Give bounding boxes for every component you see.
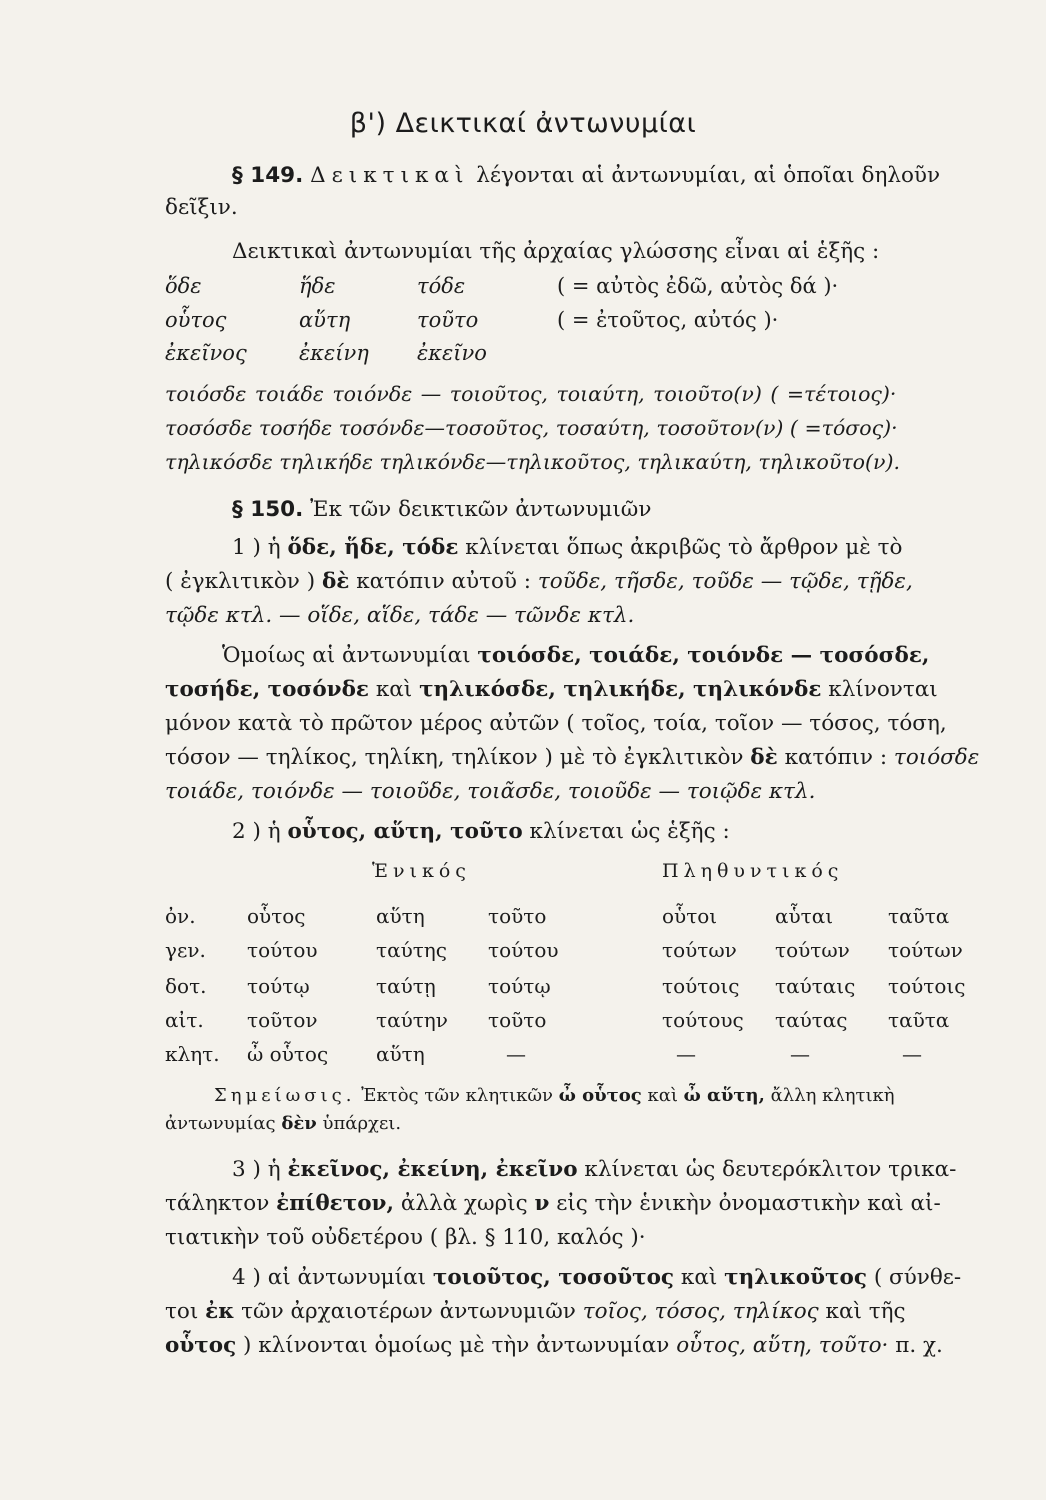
masc: ἐκεῖνος: [165, 341, 247, 365]
bold-term: δὲν: [281, 1113, 317, 1134]
bold-term: ἐκ: [205, 1299, 235, 1324]
case-label: κλητ.: [165, 1042, 220, 1066]
text: κατόπιν :: [784, 745, 888, 770]
plural-header: Πληθυντικός: [662, 860, 844, 882]
text: τῶν ἀρχαιοτέρων ἀντωνυμιῶν: [241, 1299, 576, 1324]
bold-term: ἐκεῖνος, ἐκείνη, ἐκεῖνο: [287, 1157, 578, 1182]
text: κλίνονται: [828, 677, 938, 702]
neut: τόδε: [417, 274, 466, 298]
cell: —: [902, 1042, 922, 1066]
text: καὶ τῆς: [825, 1299, 906, 1324]
text: ἀλλὰ χωρὶς: [400, 1191, 528, 1216]
cell: τούτων: [775, 938, 850, 962]
text: τόσον — τηλίκος, τηλίκη, τηλίκον ) μὲ τὸ ἐγκλιτικὸν: [165, 745, 744, 770]
cell: τοῦτον: [247, 1008, 318, 1032]
bold-term: οὗτος, αὕτη, τοῦτο: [287, 819, 523, 844]
bold-term: οὗτος: [165, 1333, 237, 1358]
case-label: αἰτ.: [165, 1008, 204, 1032]
paragraph-149-line2: δεῖξιν.: [165, 195, 238, 220]
pronoun-row-3: [165, 341, 1010, 371]
text: 4 ) αἱ ἀντωνυμίαι: [232, 1265, 427, 1290]
text: 1 ) ἡ: [232, 535, 281, 560]
compound-row-2: τοσόσδε τοσήδε τοσόνδε—τοσοῦτος, τοσαύτη, τοσοῦτον(ν) ( =τόσος)·: [165, 416, 898, 440]
text: ἄλλη κλητικὴ: [770, 1085, 895, 1106]
text: τάληκτον: [165, 1191, 270, 1216]
paragraph-150-line1: [232, 494, 1010, 526]
paragraph-150-p2-line1: [222, 640, 1000, 672]
cell: τοῦτο: [488, 904, 547, 928]
italic-form: τοιόσδε: [893, 745, 980, 770]
text: π. χ.: [895, 1333, 943, 1358]
note-line1: [214, 1082, 1010, 1110]
masc: οὗτος: [165, 308, 227, 332]
italic-forms: τοῦδε, τῆσδε, τοῦδε — τῷδε, τῇδε,: [537, 569, 913, 594]
paragraph-item4-line2: [165, 1296, 1010, 1328]
cell: τούτῳ: [247, 974, 310, 998]
cell: τούτῳ: [488, 974, 551, 998]
cell: —: [790, 1042, 810, 1066]
bold-term: τηλικοῦτος: [724, 1265, 867, 1290]
text: κλίνεται ὡς δευτερόκλιτον τρικα-: [584, 1157, 957, 1182]
italic-forms: οὗτος, αὕτη, τοῦτο·: [676, 1333, 889, 1358]
fem: αὕτη: [299, 308, 351, 332]
masc: ὅδε: [165, 274, 202, 298]
section-number-149: § 149.: [232, 163, 304, 188]
cell: ταύτῃ: [376, 974, 436, 998]
compound-row-1: τοιόσδε τοιάδε τοιόνδε — τοιοῦτος, τοιαύτη, τοιοῦτο(ν) ( =τέτοιος)·: [165, 382, 897, 406]
text: ἀντωνυμίας: [165, 1113, 276, 1134]
cell: ταύτην: [376, 1008, 448, 1032]
neut: ἐκεῖνο: [417, 341, 487, 365]
compound-row-3: τηλικόσδε τηλικήδε τηλικόνδε—τηλικοῦτος, τηλικαύτη, τηλικοῦτο(ν).: [165, 450, 900, 474]
bold-term: δὲ: [321, 569, 350, 594]
paragraph-150-p2-line3: μόνον κατὰ τὸ πρῶτον μέρος αὐτῶν ( τοῖος, τοία, τοῖον — τόσος, τόση,: [165, 711, 947, 736]
cell: ταῦτα: [888, 904, 950, 928]
gloss: ( = ἐτοῦτος, αὐτός )·: [557, 308, 779, 332]
cell: ταύτας: [775, 1008, 848, 1032]
text: τοι: [165, 1299, 199, 1324]
text: λέγονται αἱ ἀντωνυμίαι, αἱ ὁποῖαι δηλοῦν: [476, 163, 941, 188]
text: κλίνεται ὡς ἑξῆς :: [529, 819, 730, 844]
italic-forms: τοῖος, τόσος, τηλίκος: [582, 1299, 819, 1324]
paragraph-item3-line1: [232, 1154, 1010, 1186]
paragraph-150-item1-line2: [165, 566, 1010, 598]
bold-term: ὦ αὕτη,: [683, 1085, 765, 1106]
fem: ἐκείνη: [299, 341, 369, 365]
paragraph-150-item1-line3: τῷδε κτλ. — οἵδε, αἵδε, τάδε — τῶνδε κτλ.: [165, 603, 635, 628]
section-heading: β') Δεικτικαί ἀντωνυμίαι: [349, 108, 697, 139]
cell: τούτου: [488, 938, 559, 962]
bold-term: ἐπίθετον,: [276, 1191, 394, 1216]
section-number-150: § 150.: [232, 497, 304, 522]
text: κατόπιν αὐτοῦ :: [356, 569, 532, 594]
paragraph-item4-line3: [165, 1330, 1010, 1362]
cell: ταύτης: [376, 938, 447, 962]
cell: οὗτος: [247, 904, 306, 928]
text: 2 ) ἡ: [232, 819, 281, 844]
bold-term: τοιοῦτος, τοσοῦτος: [432, 1265, 675, 1290]
cell: ταῦτα: [888, 1008, 950, 1032]
cell: αὕτη: [376, 904, 425, 928]
cell: ὦ οὗτος: [247, 1042, 329, 1066]
case-label: ὀν.: [165, 904, 196, 928]
cell: τούτοις: [888, 974, 966, 998]
text: εἰς τὴν ἑνικὴν ὀνομαστικὴν καὶ αἰ-: [556, 1191, 941, 1216]
fem: ἥδε: [299, 274, 336, 298]
text: καὶ: [680, 1265, 718, 1290]
cell: αὗται: [775, 904, 834, 928]
neut: τοῦτο: [417, 308, 479, 332]
paragraph-149-intro: Δεικτικαὶ ἀντωνυμίαι τῆς ἀρχαίας γλώσσης εἶναι αἱ ἑξῆς :: [232, 239, 880, 264]
pronoun-row-1: [165, 274, 1010, 304]
bold-term: ὅδε, ἥδε, τόδε: [287, 535, 459, 560]
bold-term: τοιόσδε, τοιάδε, τοιόνδε — τοσόσδε,: [477, 643, 930, 668]
pronoun-row-2: [165, 308, 1010, 338]
cell: τούτοις: [662, 974, 740, 998]
note-label: Σημείωσις.: [214, 1085, 356, 1106]
cell: τούτων: [888, 938, 963, 962]
cell: —: [676, 1042, 696, 1066]
cell: τούτου: [247, 938, 318, 962]
bold-term: τηλικόσδε, τηλικήδε, τηλικόνδε: [419, 677, 822, 702]
paragraph-item4-line1: [232, 1262, 1010, 1294]
paragraph-149-line1: [232, 160, 1010, 192]
bold-term: δὲ: [750, 745, 778, 770]
text: ( σύνθε-: [873, 1265, 962, 1290]
text: ) κλίνονται ὁμοίως μὲ τὴν ἀντωνυμίαν: [243, 1333, 670, 1358]
paragraph-item3-line2: [165, 1188, 1010, 1220]
case-label: δοτ.: [165, 974, 207, 998]
paragraph-150-item1-line1: [232, 532, 1010, 564]
cell: τούτους: [662, 1008, 744, 1032]
text: Ὁμοίως αἱ ἀντωνυμίαι: [222, 643, 471, 668]
text: κλίνεται ὅπως ἀκριβῶς τὸ ἄρθρον μὲ τὸ: [465, 535, 903, 560]
gloss: ( = αὐτὸς ἐδῶ, αὐτὸς δά )·: [557, 274, 839, 298]
note-line2: [165, 1110, 1010, 1138]
cell: ταύταις: [775, 974, 856, 998]
text: Ἐκτὸς τῶν κλητικῶν: [361, 1085, 553, 1106]
bold-term: ὦ οὗτος: [558, 1085, 642, 1106]
cell: —: [506, 1042, 526, 1066]
cell: οὗτοι: [662, 904, 718, 928]
paragraph-150-item2: [232, 816, 1010, 848]
cell: τούτων: [662, 938, 737, 962]
paragraph-150-p2-line2: [165, 674, 1010, 706]
bold-term: ν: [534, 1191, 550, 1216]
term-deiktikai: Δεικτικαὶ: [310, 163, 470, 188]
text: ὑπάρχει.: [322, 1113, 402, 1134]
cell: αὕτη: [376, 1042, 425, 1066]
text: ( ἐγκλιτικὸν ): [165, 569, 316, 594]
text: 3 ) ἡ: [232, 1157, 281, 1182]
case-label: γεν.: [165, 938, 206, 962]
paragraph-item3-line3: τιατικὴν τοῦ οὐδετέρου ( βλ. § 110, καλός )·: [165, 1225, 646, 1250]
paragraph-150-p2-line5: τοιάδε, τοιόνδε — τοιοῦδε, τοιᾶσδε, τοιοῦδε — τοιῷδε κτλ.: [165, 779, 816, 804]
text: καὶ: [647, 1085, 678, 1106]
paragraph-150-p2-line4: [165, 742, 1010, 774]
singular-header: Ἑνικός: [372, 860, 471, 882]
text: καὶ: [375, 677, 413, 702]
bold-term: τοσήδε, τοσόνδε: [165, 677, 369, 702]
text: Ἐκ τῶν δεικτικῶν ἀντωνυμιῶν: [310, 497, 652, 522]
cell: τοῦτο: [488, 1008, 547, 1032]
